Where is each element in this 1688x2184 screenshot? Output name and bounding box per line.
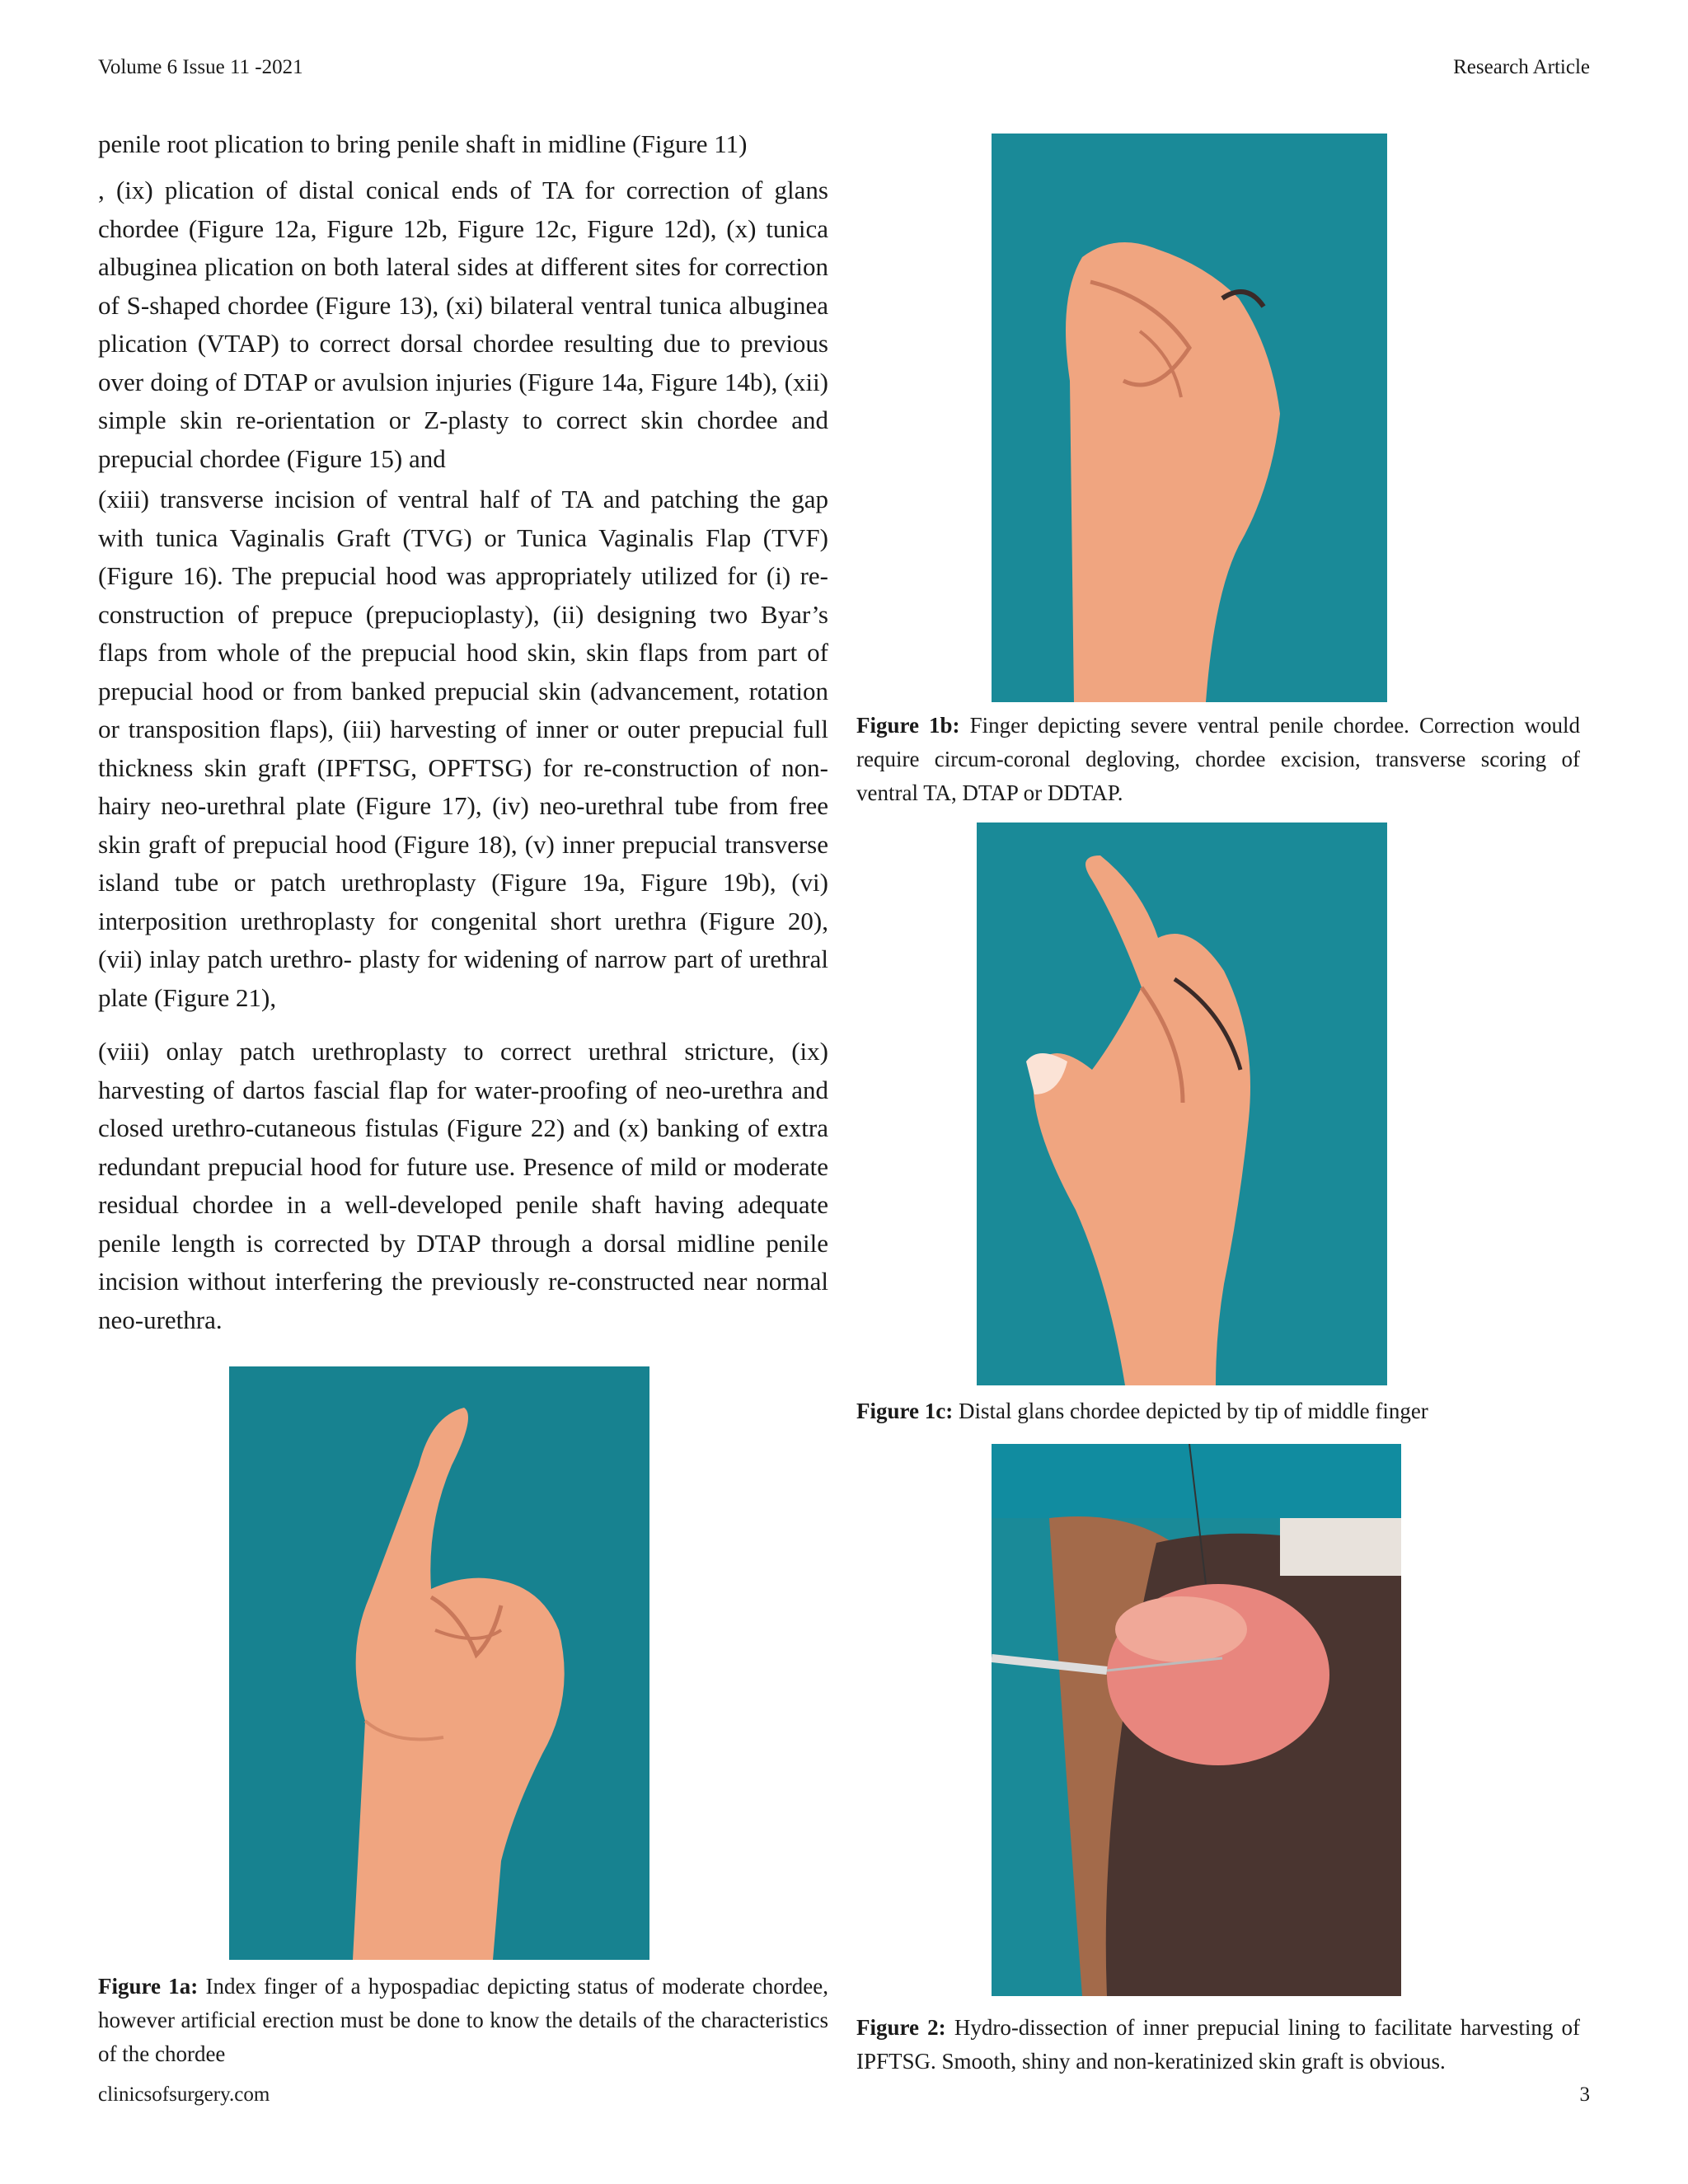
caption-label: Figure 1c: — [856, 1399, 954, 1423]
caption-label: Figure 2: — [856, 2015, 946, 2040]
figure-1b-caption — [856, 709, 1580, 810]
figure-1a-caption — [98, 1970, 828, 2071]
caption-text: Finger depicting severe ventral penile chordee. Correction would require circum-coronal degloving, chordee excision, transverse scoring of ventral TA, DTAP or DDTAP. — [856, 713, 1580, 805]
figure-2-caption — [856, 2011, 1580, 2079]
article-type: Research Article — [1453, 56, 1590, 78]
body-paragraph-1 — [98, 125, 828, 164]
figure-1a-photo — [229, 1366, 649, 1960]
footer-website: clinicsofsurgery.com — [98, 2083, 270, 2106]
figure-1c-caption — [856, 1394, 1580, 1428]
caption-text: Distal glans chordee depicted by tip of middle finger — [953, 1399, 1428, 1423]
caption-text: Hydro-dissection of inner prepucial lining to facilitate harvesting of IPFTSG. Smooth, shiny and non-keratinized skin graft is obvious. — [856, 2015, 1580, 2074]
figure-2-photo — [992, 1444, 1401, 1996]
caption-label: Figure 1a: — [98, 1974, 199, 1999]
caption-text: Index finger of a hypospadiac depicting status of moderate chordee, however artificial erection must be done to know the details of the characteristics of the chordee — [98, 1974, 829, 2066]
caption-label: Figure 1b: — [856, 713, 960, 738]
paragraph-text: penile root plication to bring penile shaft in midline (Figure 11) — [98, 129, 748, 158]
body-paragraph-2 — [98, 171, 828, 478]
body-paragraph-4 — [98, 1033, 828, 1339]
paragraph-text: (xiii) transverse incision of ventral half of TA and patching the gap with tunica Vaginalis Graft (TVG) or Tunica Vaginalis Flap (TVF) (Figure 16). The prepucial hood was appropriately utilized for (i) re-construction of prepuce (prepucioplasty), (ii) designing two Byar’s flaps from whole of the prepucial hood skin, skin flaps from part of prepucial hood or from banked prepucial skin (advancement, rotation or transposition flaps), (iii) harvesting of inner or outer prepucial full thickness skin graft (IPFTSG, OPFTSG) for re-construction of non-hairy neo-urethral plate (Figure 17), (iv) neo-urethral tube from free skin graft of prepucial hood (Figure 18), (v) inner prepucial transverse island tube or patch urethroplasty (Figure 19a, Figure 19b), (vi) interposition urethroplasty for congenital short urethra (Figure 20), (vii) inlay patch urethro- plasty for widening of narrow part of urethral plate (Figure 21), — [98, 485, 828, 1012]
page-number: 3 — [1579, 2083, 1590, 2106]
journal-volume: Volume 6 Issue 11 -2021 — [98, 56, 303, 78]
paragraph-text: (viii) onlay patch urethroplasty to correct urethral stricture, (ix) harvesting of dartos fascial flap for water-proofing of neo-urethra and closed urethro-cutaneous fistulas (Figure 22) and (x) banking of extra redundant prepucial hood for future use. Presence of mild or moderate residual chordee in a well-developed penile shaft having adequate penile length is corrected by DTAP through a dorsal midline penile incision without interfering the previously re-constructed near normal neo-urethra. — [98, 1037, 828, 1334]
body-paragraph-3 — [98, 480, 828, 1017]
figure-1c-photo — [977, 823, 1387, 1385]
figure-1b-photo — [992, 134, 1387, 702]
paragraph-text: , (ix) plication of distal conical ends of TA for correction of glans chordee (Figure 12a, Figure 12b, Figure 12c, Figure 12d), (x) tunica albuginea plication on both lateral sides at different sites for correction of S-shaped chordee (Figure 13), (xi) bilateral ventral tunica albuginea plication (VTAP) to correct dorsal chordee resulting due to previous over doing of DTAP or avulsion injuries (Figure 14a, Figure 14b), (xii) simple skin re-orientation or Z-plasty to correct skin chordee and prepucial chordee (Figure 15) and — [98, 176, 828, 473]
